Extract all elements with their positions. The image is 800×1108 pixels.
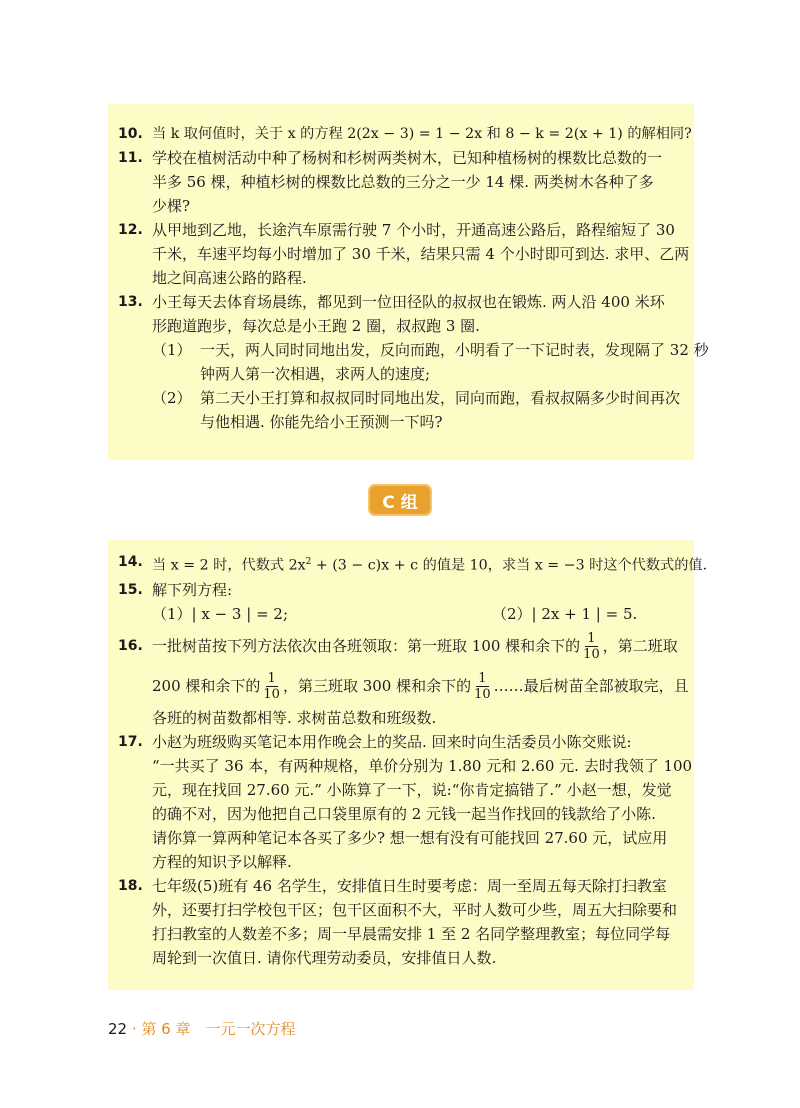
problem-number: 15. xyxy=(118,581,143,598)
problem-number: 13. xyxy=(118,294,143,310)
text-line: “一共买了 36 本，有两种规格，单价分别为 1.80 元和 2.60 元. 去时我领了 100 xyxy=(152,756,693,775)
text-line: 小王每天去体育场晨练，都见到一位田径队的叔叔也在锻炼. 两人沿 400 米环 xyxy=(152,293,665,311)
text-line: 小赵为班级购买笔记本用作晚会上的奖品. 回来时向生活委员小陈交账说: xyxy=(152,732,632,751)
problem-number: 11. xyxy=(118,150,143,166)
problem-number: 14. xyxy=(118,554,143,570)
text-line: 地之间高速公路的路程. xyxy=(152,269,307,287)
problem-12 xyxy=(118,218,690,290)
text-line: 七年级(5)班有 46 名学生，安排值日生时要考虑：周一至周五每天除打扫教室 xyxy=(152,876,667,895)
page-footer xyxy=(108,1018,296,1039)
fraction-denominator: 10 xyxy=(263,687,280,703)
text-line: 半多 56 棵，种植杉树的棵数比总数的三分之一少 14 棵. 两类树木各种了多 xyxy=(152,173,654,191)
problem-number: 17. xyxy=(118,733,143,750)
exercise-box-c xyxy=(108,540,708,990)
problem-14 xyxy=(118,550,708,578)
problem-number: 16. xyxy=(118,637,143,654)
page-number: 22 xyxy=(108,1020,128,1038)
fraction-numerator: 1 xyxy=(587,631,596,647)
text-line: 形跑道跑步，每次总是小王跑 2 圈，叔叔跑 3 圈. xyxy=(152,317,480,335)
exponent: 2 xyxy=(305,557,312,567)
problem-10 xyxy=(118,122,692,146)
sub-question-tag: （2） xyxy=(152,389,192,407)
problem-15 xyxy=(118,578,686,626)
text-line: 元，现在找回 27.60 元.” 小陈算了一下，说:“你肯定搞错了.” 小赵一想，发觉 xyxy=(152,780,672,799)
text-line: 的确不对，因为他把自己口袋里原有的 2 元钱一起当作找回的钱款给了小陈. xyxy=(152,804,656,823)
fraction-numerator: 1 xyxy=(267,671,276,687)
fraction-numerator: 1 xyxy=(478,671,487,687)
fraction xyxy=(261,671,282,702)
problem-13 xyxy=(118,290,709,434)
text-line xyxy=(152,626,689,666)
chapter-title: · 第 6 章 一元一次方程 xyxy=(131,1020,296,1038)
exercise-box-b xyxy=(108,104,709,460)
text-line xyxy=(152,666,689,706)
text-line: 方程的知识予以解释. xyxy=(152,852,292,871)
text-line: 从甲地到乙地，长途汽车原需行驶 7 个小时，开通高速公路后，路程缩短了 30 xyxy=(152,221,675,239)
problem-16 xyxy=(118,626,689,730)
equation-2: （2）| 2x + 1 | = 5. xyxy=(492,604,638,623)
text-line: 各班的树苗数都相等. 求树苗总数和班级数. xyxy=(152,708,437,727)
fraction xyxy=(472,671,493,702)
group-c-label: C 组 xyxy=(368,484,432,516)
fraction xyxy=(581,631,602,662)
fraction-denominator: 10 xyxy=(583,647,600,663)
text-line: 与他相遇. 你能先给小王预测一下吗? xyxy=(200,413,443,431)
problem-text: 当 k 取何值时，关于 x 的方程 2(2x − 3) = 1 − 2x 和 8 − k = 2(x + 1) 的解相同? xyxy=(152,126,692,142)
text-line: 周轮到一次值日. 请你代理劳动委员，安排值日人数. xyxy=(152,948,497,967)
text-part: ，第三班取 300 棵和余下的 xyxy=(282,676,472,695)
text-part: + (3 − c)x + c 的值是 10，求当 x = −3 时这个代数式的值. xyxy=(311,557,708,574)
problem-17 xyxy=(118,730,693,874)
text-line: 一天，两人同时同地出发，反向而跑，小明看了一下记时表，发现隔了 32 秒 xyxy=(200,341,709,359)
text-line: 学校在植树活动中种了杨树和杉树两类树木，已知种植杨树的棵数比总数的一 xyxy=(152,149,663,167)
sub-question-2 xyxy=(152,386,709,434)
text-part: 一批树苗按下列方法依次由各班领取：第一班取 100 棵和余下的 xyxy=(152,636,581,655)
problem-18 xyxy=(118,874,686,970)
text-line: 外，还要打扫学校包干区；包干区面积不大，平时人数可少些，周五大扫除要和 xyxy=(152,900,678,919)
problem-text xyxy=(152,550,707,578)
equation-1: （1）| x − 3 | = 2; xyxy=(152,604,288,623)
text-line: 第二天小王打算和叔叔同时同地出发，同向而跑，看叔叔隔多少时间再次 xyxy=(200,389,681,407)
sub-question-1 xyxy=(152,338,709,386)
text-line: 请你算一算两种笔记本各买了多少? 想一想有没有可能找回 27.60 元，试应用 xyxy=(152,828,668,847)
equation-row xyxy=(152,602,686,626)
text-line: 千米，车速平均每小时增加了 30 千米，结果只需 4 个小时即可到达. 求甲、乙两 xyxy=(152,245,690,263)
text-line: 解下列方程: xyxy=(152,580,233,599)
problem-number: 18. xyxy=(118,877,143,894)
text-line: 少棵? xyxy=(152,197,191,215)
text-line: 打扫教室的人数差不多；周一早晨需安排 1 至 2 名同学整理教室；每位同学每 xyxy=(152,924,671,943)
problem-number: 12. xyxy=(118,222,143,238)
text-part: 当 x = 2 时，代数式 2x xyxy=(152,557,306,574)
problem-11 xyxy=(118,146,686,218)
text-part: ……最后树苗全部被取完，且 xyxy=(493,676,689,695)
text-part: ，第二班取 xyxy=(602,636,678,655)
sub-question-tag: （1） xyxy=(152,341,192,359)
fraction-denominator: 10 xyxy=(474,687,491,703)
problem-number: 10. xyxy=(118,126,143,142)
text-line: 钟两人第一次相遇，求两人的速度; xyxy=(200,365,431,383)
text-part: 200 棵和余下的 xyxy=(152,676,261,695)
